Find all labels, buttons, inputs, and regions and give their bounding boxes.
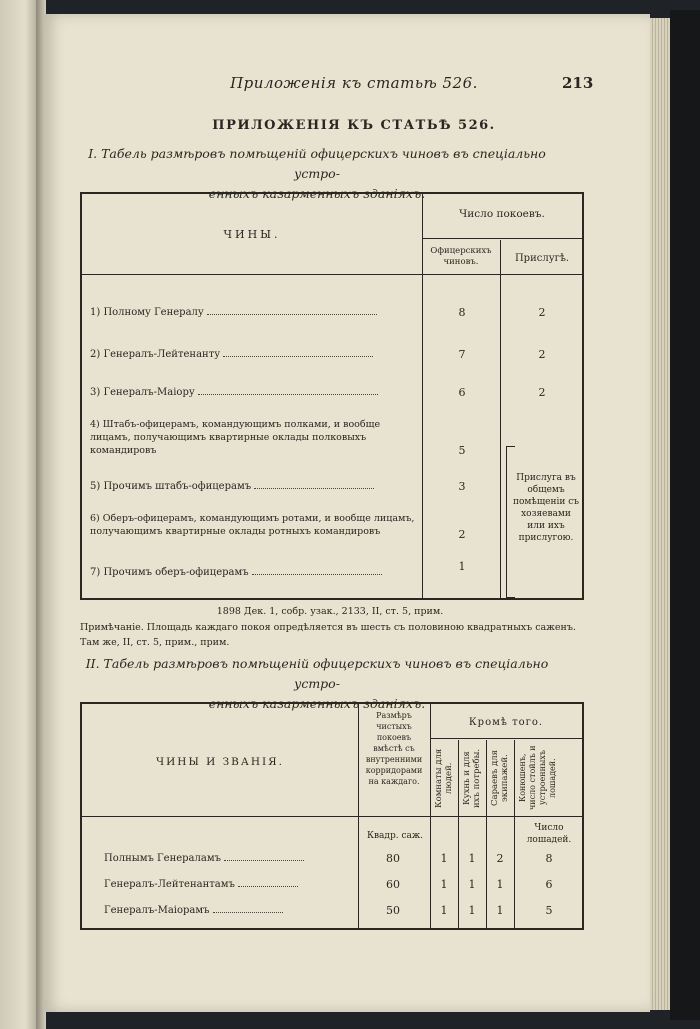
table1-col-rooms: Число покоевъ. — [459, 208, 545, 220]
table2-divider — [458, 740, 459, 928]
table2-row-a: 1 — [440, 878, 448, 891]
page-edges — [650, 18, 670, 1010]
table1-row — [90, 566, 420, 580]
table2-subcol: Комнаты для людей. — [434, 748, 454, 808]
table2-row-area: 60 — [386, 878, 400, 891]
table2-row-a: 1 — [440, 904, 448, 917]
table1-row-label: 2) Генералъ-Лейтенанту — [90, 349, 221, 360]
page-number: 213 — [562, 74, 594, 92]
table2-caption-line2: енныхъ казарменныхъ зданіяхъ. — [208, 696, 426, 711]
table2-row-a: 1 — [440, 852, 448, 865]
table1-row-officer: 8 — [458, 306, 466, 319]
table1-row-officer: 1 — [458, 560, 466, 573]
book-cover — [670, 10, 700, 1020]
table2-divider — [486, 740, 487, 928]
table2-row-d: 5 — [545, 904, 553, 917]
table1-row — [90, 348, 420, 362]
table1-row — [90, 306, 420, 320]
table2-divider — [514, 740, 515, 928]
table2-row-area: 80 — [386, 852, 400, 865]
table1-row-servants: 2 — [538, 306, 546, 319]
table2-row-c: 1 — [496, 904, 504, 917]
table2-row-label: Генералъ-Маіорамъ — [104, 905, 210, 916]
running-head: Приложенія къ статьѣ 526. — [230, 74, 478, 92]
table2-row-b: 1 — [468, 878, 476, 891]
table1-divider — [422, 194, 423, 598]
table1-row: 6) Оберъ-офицерамъ, командующимъ ротами, и вообще лицамъ, получающимъ квартирные оклады ротныхъ командировъ — [90, 513, 415, 537]
table2-col-besides: Кромѣ того. — [468, 717, 544, 728]
table1-servants-note: Прислуга въ общемъ помѣщеніи съ хозяевами или ихъ прислугою. — [512, 473, 580, 543]
table1-row-label: 3) Генералъ-Маіору — [90, 387, 195, 398]
table1-col-servants: Прислугѣ. — [514, 253, 570, 264]
table2-row-d: 8 — [545, 852, 553, 865]
table2-col-rank: ЧИНЫ И ЗВАНІЯ. — [156, 756, 284, 768]
table2-row-area: 50 — [386, 904, 400, 917]
table1-row-officer: 7 — [458, 348, 466, 361]
table1-row-label: 7) Прочимъ оберъ-офицерамъ — [90, 567, 249, 578]
table1-source: 1898 Дек. 1, собр. узак., 2133, II, ст. 5, прим. — [216, 606, 444, 617]
table2-row-label: Полнымъ Генераламъ — [104, 853, 221, 864]
table1-col-rank: ЧИНЫ. — [223, 228, 281, 241]
table2-divider — [430, 738, 582, 739]
table1-caption-line1: I. Табель размѣровъ помѣщеній офицерскихъ чиновъ въ спеціально устро- — [88, 146, 546, 181]
table1-row-officer: 6 — [458, 386, 466, 399]
table2-subcol: Кухнь и для ихъ потребы. — [462, 748, 482, 808]
table1-row-label: 1) Полному Генералу — [90, 307, 204, 318]
table1-divider — [422, 238, 582, 239]
book-page — [44, 14, 650, 1012]
table1-header-rule — [82, 274, 582, 275]
table1-divider — [500, 240, 501, 598]
table2-row-d: 6 — [545, 878, 553, 891]
table1-row-servants: 2 — [538, 386, 546, 399]
table2-horses-label: Число лошадей. — [526, 823, 572, 845]
table1-row-officer: 2 — [458, 528, 466, 541]
table1-row-officer: 3 — [458, 480, 466, 493]
table1-col-officer: Офицерскихъ чиновъ. — [430, 246, 492, 267]
table1-caption-line2: енныхъ казарменныхъ зданіяхъ. — [208, 186, 426, 201]
table2-header-rule — [82, 816, 582, 817]
table2-row-b: 1 — [468, 904, 476, 917]
table2-subcol: Конюшенъ, число стойлъ и устроенныхъ лошадей. — [518, 745, 557, 811]
left-page-edge — [0, 0, 36, 1029]
table1-row — [90, 386, 420, 400]
table2-unit: Квадр. саж. — [367, 831, 423, 841]
table2-row-b: 1 — [468, 852, 476, 865]
table1-row-label: 5) Прочимъ штабъ-офицерамъ — [90, 481, 252, 492]
table2-row-c: 1 — [496, 878, 504, 891]
section-title: ПРИЛОЖЕНІЯ КЪ СТАТЬѢ 526. — [212, 118, 496, 133]
table1-row: 4) Штабъ-офицерамъ, командующимъ полками, и вообще лицамъ, получающимъ квартирные оклады полковыхъ командировъ — [90, 419, 381, 456]
table1-note: Примѣчаніе. Площадь каждаго покоя опредѣляется въ шесть съ половиною квадратныхъ саженъ. Там же, II, ст. 5, прим., прим. — [80, 622, 576, 648]
table2-row-label: Генералъ-Лейтенантамъ — [104, 879, 235, 890]
table1-row-officer: 5 — [458, 444, 466, 457]
table2-caption-line1: II. Табель размѣровъ помѣщеній офицерскихъ чиновъ въ спеціально устро- — [85, 656, 549, 691]
table2-col-area: Размѣръ чистыхъ покоевъ вмѣстѣ съ внутренними корридорами на каждаго. — [365, 711, 423, 786]
table1-row-servants: 2 — [538, 348, 546, 361]
table1 — [80, 192, 584, 600]
table2 — [80, 702, 584, 930]
table1-row — [90, 480, 420, 494]
table2-row-c: 2 — [496, 852, 504, 865]
table2-subcol: Сараевъ для экипажей. — [490, 750, 510, 807]
